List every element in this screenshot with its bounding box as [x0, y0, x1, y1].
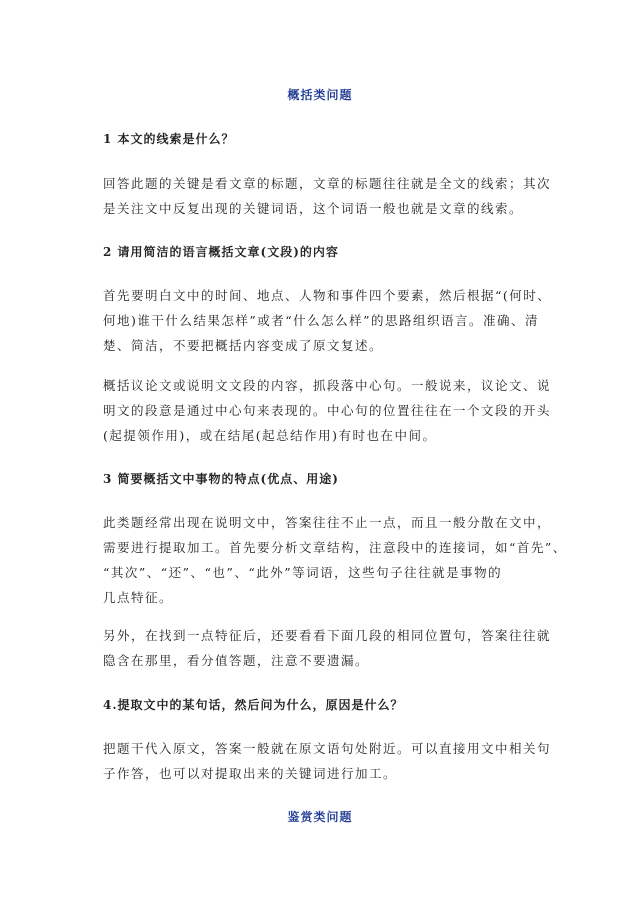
text-line: 需要进行提取加工。首先要分析文章结构，注意段中的连接词，如“首先”、	[103, 540, 567, 555]
question-1-answer	[103, 171, 552, 221]
question-2-answer-paragraph-1	[103, 283, 552, 358]
text-line: 回答此题的关键是看文章的标题，文章的标题往往就是全文的线索；其次	[103, 176, 552, 191]
text-line: “其次”、“还”、“也”、“此外”等词语，这些句子往往就是事物的	[103, 565, 503, 580]
text-line: 子作答，也可以对提取出来的关键词进行加工。	[103, 766, 398, 781]
text-line: 把题干代入原文，答案一般就在原文语句处附近。可以直接用文中相关句	[103, 741, 552, 756]
text-line: 明文的段意是通过中心句来表现的。中心句的位置往往在一个文段的开头	[103, 403, 552, 418]
question-4-heading: 4.提取文中的某句话，然后问为什么，原因是什么？	[103, 698, 404, 712]
question-2-answer-paragraph-2	[103, 373, 552, 448]
text-line: 首先要明白文中的时间、地点、人物和事件四个要素，然后根据“(何时、	[103, 288, 552, 303]
text-line: 另外，在找到一点特征后，还要看看下面几段的相同位置句，答案往往就	[103, 628, 552, 643]
text-line: 此类题经常出现在说明文中，答案往往不止一点，而且一般分散在文中，	[103, 515, 552, 530]
section-title-appreciation: 鉴赏类问题	[287, 810, 353, 824]
text-line: 何地)谁干什么结果怎样”或者“什么怎么样”的思路组织语言。准确、清	[103, 313, 540, 328]
question-4-answer	[103, 736, 552, 786]
text-line: 隐含在那里，看分值答题，注意不要遗漏。	[103, 653, 370, 668]
question-3-answer-paragraph-1	[103, 510, 567, 610]
text-line: 几点特征。	[103, 590, 174, 605]
text-line: 是关注文中反复出现的关键词语，这个词语一般也就是文章的线索。	[103, 201, 524, 216]
question-3-heading: 3 简要概括文中事物的特点(优点、用途)	[103, 472, 339, 486]
question-2-heading: 2 请用简洁的语言概括文章(文段)的内容	[103, 245, 339, 259]
section-title-general: 概括类问题	[287, 88, 353, 102]
text-line: 概括议论文或说明文文段的内容，抓段落中心句。一般说来，议论文、说	[103, 378, 552, 393]
question-1-heading: 1 本文的线索是什么？	[103, 132, 235, 146]
question-3-answer-paragraph-2	[103, 623, 552, 673]
text-line: (起提领作用)，或在结尾(起总结作用)有时也在中间。	[103, 428, 437, 443]
text-line: 楚、简洁，不要把概括内容变成了原文复述。	[103, 338, 384, 353]
